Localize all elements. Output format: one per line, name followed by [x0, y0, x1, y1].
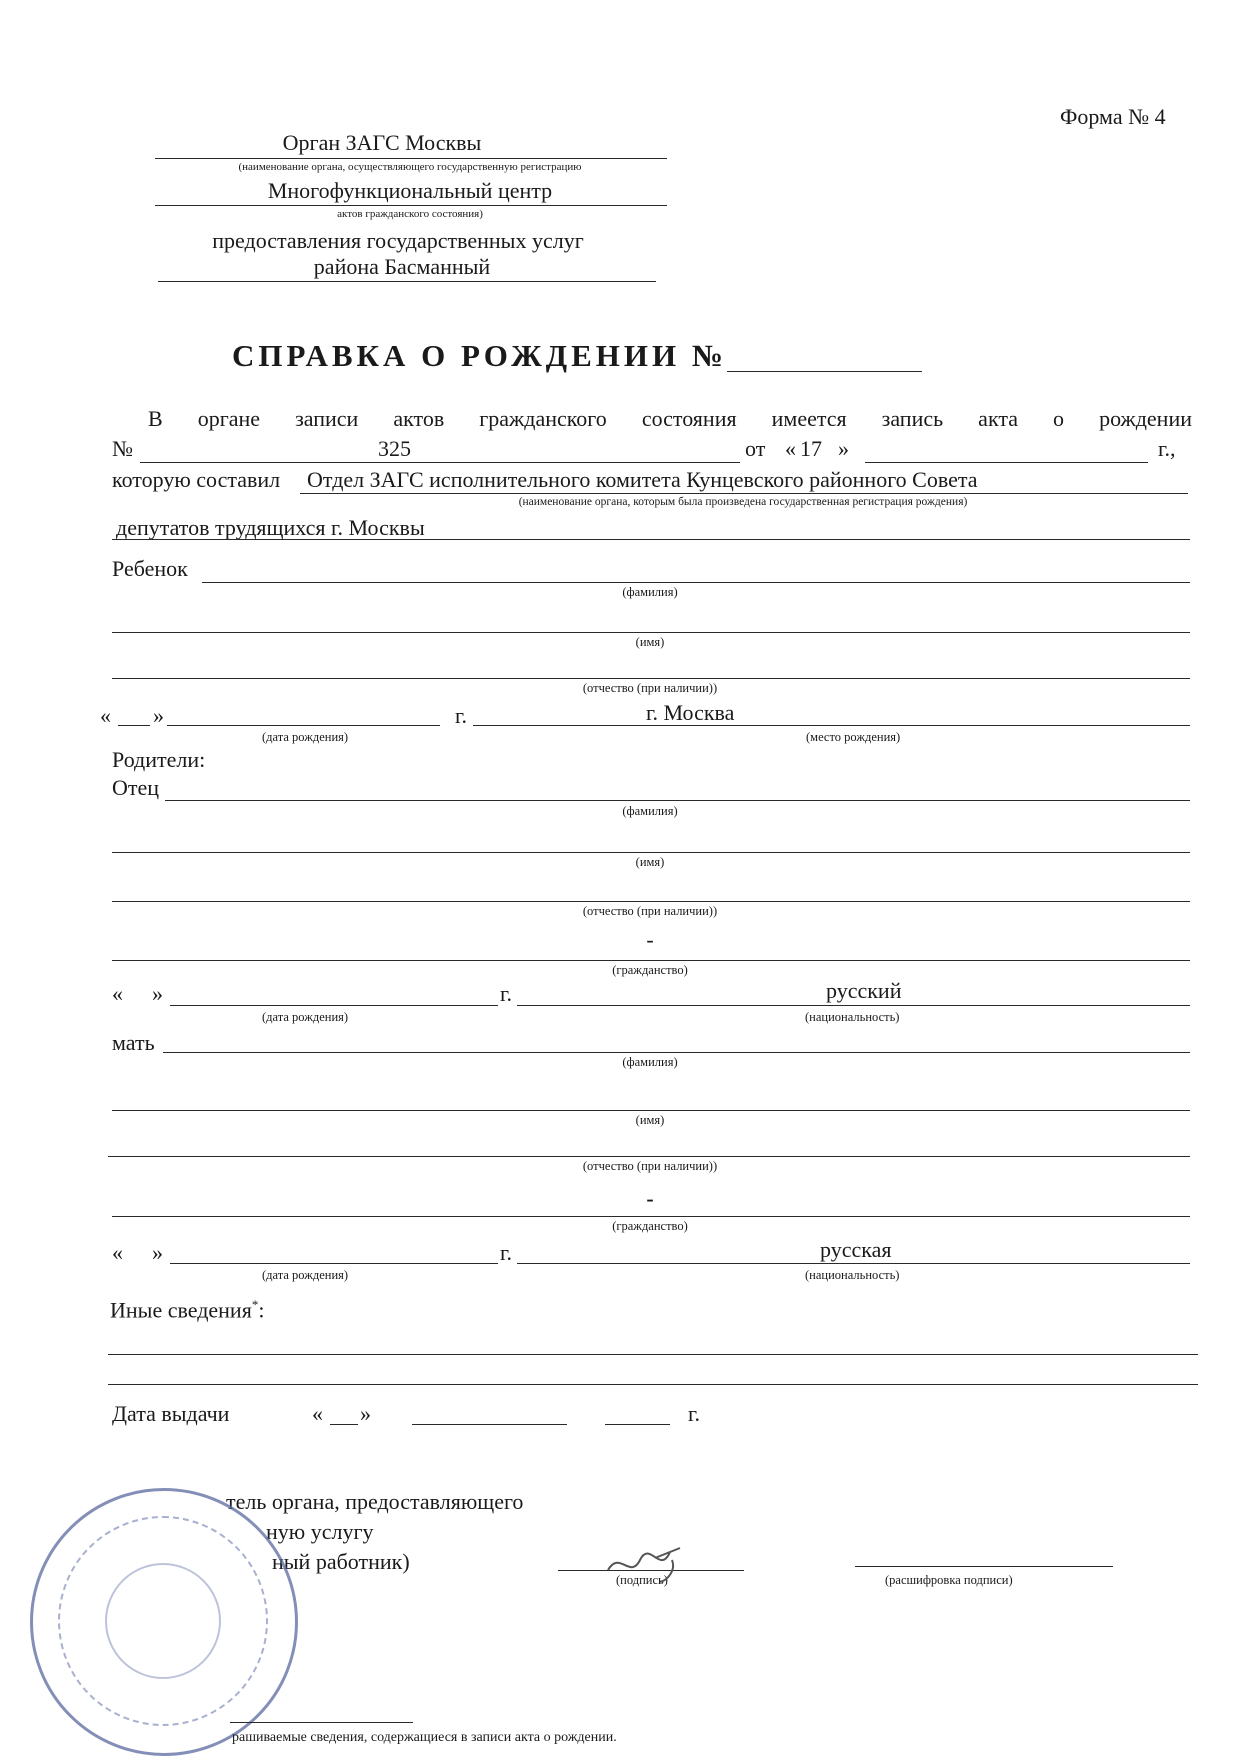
child-patronymic-caption: (отчество (при наличии)) — [582, 681, 718, 695]
mother-birthdate-line — [170, 1263, 498, 1264]
child-patronymic-line — [112, 678, 1190, 679]
mother-quote-close: » — [152, 1240, 163, 1265]
child-label: Ребенок — [112, 556, 188, 581]
footnote: рашиваемые сведения, содержащиеся в записи акта о рождении. — [232, 1730, 617, 1745]
org-line-4: района Басманный — [313, 254, 491, 279]
intro-text: В органе записи актов гражданского состояния имеется запись акта о рождении — [148, 406, 1192, 431]
other-info-line-1 — [108, 1354, 1198, 1355]
record-year-suffix: г., — [1158, 436, 1176, 461]
mother-patronymic-caption: (отчество (при наличии)) — [582, 1159, 718, 1173]
composed-caption: (наименование органа, которым была произведена государственная регистрация рождения) — [518, 496, 968, 508]
org-line-1: Орган ЗАГС Москвы — [282, 130, 482, 155]
record-date-line — [865, 462, 1148, 463]
composed-line — [300, 493, 1188, 494]
mother-name-caption: (имя) — [635, 1113, 665, 1127]
father-citizenship-line — [112, 960, 1190, 961]
composed-label: которую составил — [112, 467, 281, 492]
footnote-line — [230, 1722, 413, 1723]
issue-year-label: г. — [688, 1401, 701, 1426]
certificate-number-line — [727, 371, 922, 372]
mother-name-line — [112, 1110, 1190, 1111]
issue-month-line — [412, 1424, 567, 1425]
other-info-line-2 — [108, 1384, 1198, 1385]
child-birthplace-caption: (место рождения) — [806, 730, 901, 744]
mother-citizenship-line — [112, 1216, 1190, 1217]
composed-by-2: депутатов трудящихся г. Москвы — [116, 515, 425, 540]
composed-by-1: Отдел ЗАГС исполнительного комитета Кунцевского районного Совета — [307, 467, 978, 492]
mother-nationality-caption: (национальность) — [805, 1268, 900, 1282]
child-name-caption: (имя) — [635, 635, 665, 649]
father-birthdate-line — [170, 1005, 498, 1006]
father-patronymic-caption: (отчество (при наличии)) — [582, 904, 718, 918]
father-nationality-line — [517, 1005, 1190, 1006]
child-birthdate-line — [167, 725, 440, 726]
stamp-emblem — [105, 1563, 221, 1679]
father-quote-open: « — [112, 981, 123, 1006]
decryption-line — [855, 1566, 1113, 1567]
signature-caption: (подпись) — [616, 1573, 668, 1587]
child-surname-line — [202, 582, 1190, 583]
mother-patronymic-line — [108, 1156, 1190, 1157]
date-quote-close: » — [838, 436, 849, 461]
mother-surname-line — [163, 1052, 1190, 1053]
father-name-caption: (имя) — [635, 855, 665, 869]
father-patronymic-line — [112, 901, 1190, 902]
record-day: 17 — [800, 436, 822, 461]
child-surname-caption: (фамилия) — [622, 585, 678, 599]
document-title: СПРАВКА О РОЖДЕНИИ № — [232, 338, 728, 373]
father-citizenship-value: - — [646, 927, 654, 952]
org-underline-1 — [155, 158, 667, 159]
father-name-line — [112, 852, 1190, 853]
issue-quote-open: « — [312, 1401, 323, 1426]
issue-day-line — [330, 1424, 358, 1425]
mother-quote-open: « — [112, 1240, 123, 1265]
issue-year-line — [605, 1424, 670, 1425]
record-number-line — [140, 462, 740, 463]
record-number: 325 — [378, 436, 411, 461]
signatory-line-3: ный работник) — [272, 1549, 410, 1574]
mother-year-label: г. — [500, 1240, 513, 1265]
mother-citizenship-caption: (гражданство) — [612, 1219, 688, 1233]
child-year-label: г. — [455, 703, 468, 728]
composed-line-2 — [112, 539, 1190, 540]
child-birthplace-line — [473, 725, 1190, 726]
other-info-asterisk: * — [251, 1297, 259, 1312]
child-birthdate-caption: (дата рождения) — [262, 730, 349, 744]
org-underline-3 — [158, 281, 656, 282]
record-no-label: № — [112, 436, 133, 461]
org-caption-2: актов гражданского состояния) — [337, 208, 483, 220]
from-label: от — [745, 436, 766, 461]
org-line-2: Многофункциональный центр — [267, 178, 553, 203]
org-caption-1: (наименование органа, осуществляющего государственную регистрацию — [238, 161, 582, 173]
mother-label: мать — [112, 1030, 155, 1055]
father-quote-close: » — [152, 981, 163, 1006]
decryption-caption: (расшифровка подписи) — [885, 1573, 1013, 1587]
issue-date-label: Дата выдачи — [112, 1401, 230, 1426]
signatory-line-1: тель органа, предоставляющего — [226, 1489, 524, 1514]
mother-nationality-line — [517, 1263, 1190, 1264]
mother-nationality: русская — [820, 1237, 892, 1262]
father-nationality-caption: (национальность) — [805, 1010, 900, 1024]
father-year-label: г. — [500, 981, 513, 1006]
signature-scribble — [600, 1540, 710, 1585]
form-number: Форма № 4 — [1060, 104, 1166, 129]
mother-birthdate-caption: (дата рождения) — [262, 1268, 349, 1282]
parents-label: Родители: — [112, 747, 206, 772]
father-label: Отец — [112, 775, 160, 800]
child-birthplace: г. Москва — [646, 700, 735, 725]
father-nationality: русский — [826, 978, 902, 1003]
child-day-line — [118, 725, 150, 726]
father-citizenship-caption: (гражданство) — [612, 963, 688, 977]
mother-surname-caption: (фамилия) — [622, 1055, 678, 1069]
mother-citizenship-value: - — [646, 1186, 654, 1211]
child-name-line — [112, 632, 1190, 633]
date-quote-open: « — [785, 436, 796, 461]
signatory-line-2: ную услугу — [266, 1519, 374, 1544]
child-quote-open: « — [100, 703, 111, 728]
other-info-label: Иные сведения*: — [110, 1297, 265, 1323]
org-line-3: предоставления государственных услуг — [212, 228, 584, 253]
father-surname-line — [165, 800, 1190, 801]
father-surname-caption: (фамилия) — [622, 804, 678, 818]
father-birthdate-caption: (дата рождения) — [262, 1010, 349, 1024]
issue-quote-close: » — [360, 1401, 371, 1426]
org-underline-2 — [155, 205, 667, 206]
child-quote-close: » — [153, 703, 164, 728]
